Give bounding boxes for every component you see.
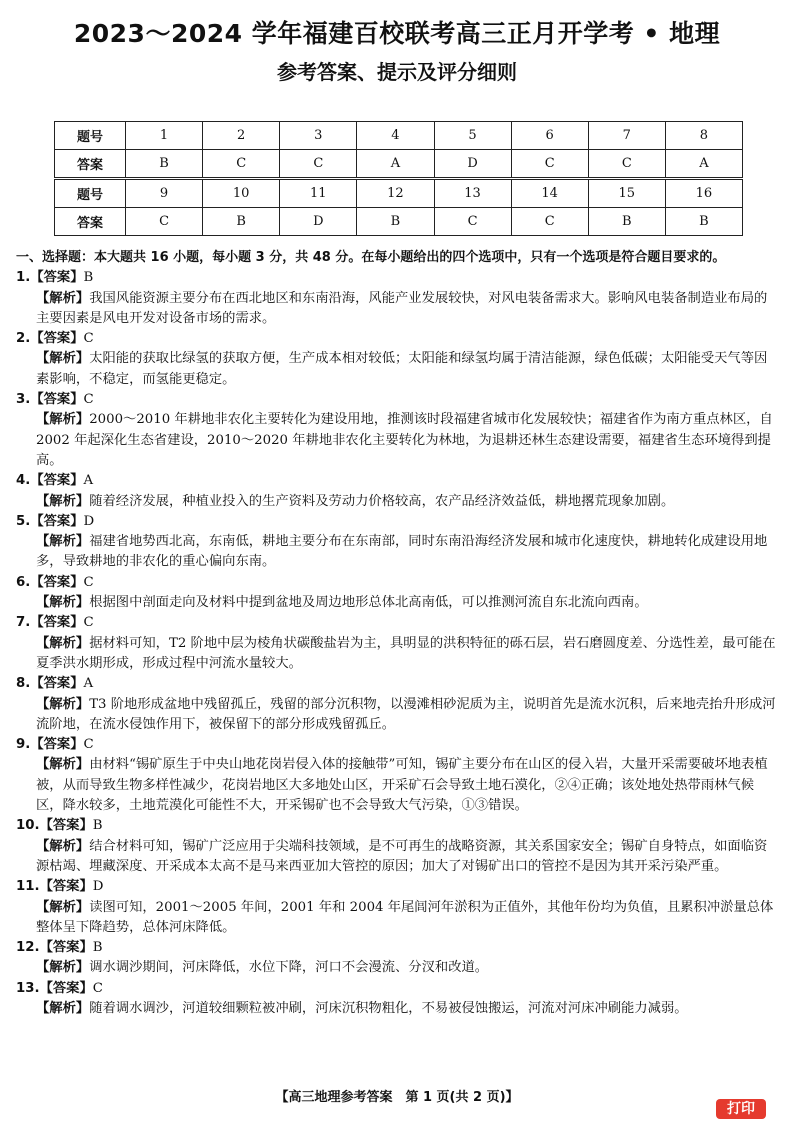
table-cell: 7 [588,122,665,150]
table-cell: 12 [357,179,434,208]
analysis-label: 【解析】 [36,838,90,854]
table-cell: C [511,208,588,236]
question-number: 2. [16,331,31,347]
table-row [55,208,743,236]
print-button[interactable]: 打印 [716,1099,766,1119]
analysis-label: 【解析】 [36,757,90,773]
question-number: 7. [16,615,31,631]
answer-label: 【答案】 [39,980,93,996]
table-cell: 5 [434,122,511,150]
answer-value: C [83,574,94,590]
table-cell: C [434,208,511,236]
answer-line [16,390,778,410]
item-list [16,268,778,1019]
question-number: 9. [16,737,31,753]
table-cell: 16 [665,179,742,208]
answer-line [16,512,778,532]
question-number: 10. [16,818,40,834]
analysis-label: 【解析】 [36,595,90,611]
table-cell: 9 [126,179,203,208]
analysis-label: 【解析】 [36,412,90,428]
analysis-text: 根据图中剖面走向及材料中提到盆地及周边地形总体北高南低，可以推测河流自东北流向西南。 [89,595,648,611]
question-number: 6. [16,574,31,590]
table-cell: 6 [511,122,588,150]
table-cell: 3 [280,122,357,150]
answer-line [16,674,778,694]
row-header: 题号 [55,179,126,208]
table-cell: C [126,208,203,236]
answer-value: B [92,818,103,834]
table-cell: 8 [665,122,742,150]
question-number: 4. [16,473,31,489]
analysis-label: 【解析】 [36,899,90,915]
analysis-label: 【解析】 [36,290,90,306]
table-cell: 2 [203,122,280,150]
question-number: 12. [16,940,40,956]
question-number: 5. [16,513,31,529]
table-cell: A [357,150,434,179]
answer-label: 【答案】 [30,473,84,489]
page-title: 2023～2024 学年福建百校联考高三正月开学考 • 地理 [73,19,721,48]
answer-label: 【答案】 [39,940,93,956]
analysis-label: 【解析】 [36,493,90,509]
answer-line [16,613,778,633]
answer-line [16,735,778,755]
analysis-paragraph [16,410,778,471]
table-row [55,122,743,150]
analysis-paragraph [16,289,778,330]
analysis-paragraph [16,593,778,613]
table-cell: C [511,150,588,179]
answer-line [16,268,778,288]
analysis-text: 据材料可知，T2 阶地中层为棱角状碳酸盐岩为主，具明显的洪积特征的砾石层，岩石磨圆度差、分选性差，最可能在夏季洪水期形成，形成过程中河流水量较大。 [36,635,776,671]
table-cell: C [203,150,280,179]
question-number: 8. [16,676,31,692]
answer-line [16,938,778,958]
answer-line [16,979,778,999]
analysis-paragraph [16,999,778,1019]
answer-value: C [83,615,94,631]
table-cell: B [357,208,434,236]
table-cell: 4 [357,122,434,150]
analysis-text: 读图可知，2001～2005 年间，2001 年和 2004 年尾闾河年淤积为正值外，其他年份均为负值，且累积冲淤量总体整体呈下降趋势，总体河床降低。 [36,899,774,935]
table-cell: 13 [434,179,511,208]
question-number: 1. [16,270,31,286]
table-cell: 15 [588,179,665,208]
answer-label: 【答案】 [30,331,84,347]
table-cell: 14 [511,179,588,208]
analysis-label: 【解析】 [36,1000,90,1016]
table-cell: C [280,150,357,179]
question-number: 13. [16,980,40,996]
question-number: 11. [16,879,40,895]
table-cell: A [665,150,742,179]
analysis-text: 2000～2010 年耕地非农化主要转化为建设用地，推测该时段福建省城市化发展较快；福建省作为南方重点林区，自 2002 年起深化生态省建设，2010～2020 年耕地非农化主要转化为林地，为退耕还林生态建设需要，福建省生态环境得到提高。 [36,412,773,468]
table-row [55,179,743,208]
analysis-label: 【解析】 [36,696,90,712]
answer-value: B [92,940,103,956]
answer-value: D [92,879,104,895]
table-cell: B [126,150,203,179]
answer-value: C [92,980,103,996]
table-cell: 10 [203,179,280,208]
answer-line [16,877,778,897]
analysis-paragraph [16,634,778,675]
table-cell: B [665,208,742,236]
row-header: 答案 [55,150,126,179]
analysis-label: 【解析】 [36,635,90,651]
analysis-text: 我国风能资源主要分布在西北地区和东南沿海，风能产业发展较快，对风电装备需求大。影响风电装备制造业布局的主要因素是风电开发对设备市场的需求。 [36,290,768,326]
answer-line [16,471,778,491]
answer-value: B [83,270,94,286]
table-cell: B [588,208,665,236]
table-row [55,150,743,179]
answer-line [16,329,778,349]
analysis-paragraph [16,898,778,939]
analysis-paragraph [16,532,778,573]
row-header: 题号 [55,122,126,150]
analysis-text: 随着调水调沙，河道较细颗粒被冲刷，河床沉积物粗化，不易被侵蚀搬运，河流对河床冲刷能力减弱。 [89,1000,688,1016]
analysis-label: 【解析】 [36,960,90,976]
question-number: 3. [16,392,31,408]
answer-label: 【答案】 [30,392,84,408]
answer-label: 【答案】 [30,574,84,590]
answer-value: C [83,331,94,347]
analysis-text: 福建省地势西北高，东南低，耕地主要分布在东南部，同时东南沿海经济发展和城市化速度快，耕地转化成建设用地多，导致耕地的非农化的重心偏向东南。 [36,534,768,570]
answer-label: 【答案】 [39,818,93,834]
analysis-paragraph [16,837,778,878]
answer-label: 【答案】 [30,676,84,692]
answer-value: D [83,513,95,529]
analysis-text: 由材料“锡矿原生于中央山地花岗岩侵入体的接触带”可知，锡矿主要分布在山区的侵入岩，大量开采需要破坏地表植被，从而导致生物多样性减少，花岗岩地区大多地处山区，开采矿石会导致土地石漠化，②④正确；该处地处热带雨林气候区，降水较多，土地荒漠化可能性不大，开采锡矿也不会导致大气污染，①③错误。 [36,757,768,814]
analysis-paragraph [16,958,778,978]
answer-line [16,573,778,593]
analysis-text: 调水调沙期间，河床降低，水位下降，河口不会漫流、分汊和改道。 [89,960,489,976]
analysis-text: 太阳能的获取比绿氢的获取方便，生产成本相对较低；太阳能和绿氢均属于清洁能源，绿色低碳；太阳能受天气等因素影响，不稳定，而氢能更稳定。 [36,351,768,387]
table-cell: 11 [280,179,357,208]
table-cell: D [280,208,357,236]
analysis-paragraph [16,695,778,736]
table-cell: 1 [126,122,203,150]
answer-table [54,121,743,236]
section-heading: 一、选择题：本大题共 16 小题，每小题 3 分，共 48 分。在每小题给出的四个选项中，只有一个选项是符合题目要求的。 [16,250,726,265]
analysis-paragraph [16,349,778,390]
analysis-label: 【解析】 [36,351,90,367]
answer-value: C [83,392,94,408]
answer-label: 【答案】 [30,513,84,529]
answer-label: 【答案】 [30,270,84,286]
answer-line [16,816,778,836]
analysis-text: T3 阶地形成盆地中残留孤丘，残留的部分沉积物，以漫滩相砂泥质为主，说明首先是流水沉积，后来地壳抬升形成河流阶地，在流水侵蚀作用下，被保留下的部分形成残留孤丘。 [36,696,776,732]
table-cell: B [203,208,280,236]
table-cell: C [588,150,665,179]
analysis-text: 结合材料可知，锡矿广泛应用于尖端科技领域，是不可再生的战略资源，其关系国家安全；锡矿自身特点，如面临资源枯竭、埋藏深度、开采成本太高不是马来西亚加大管控的原因；加大了对锡矿出口的管控不是因为其开采污染严重。 [36,838,768,874]
answer-explanations [16,248,778,1019]
row-header: 答案 [55,208,126,236]
table-cell: D [434,150,511,179]
answer-label: 【答案】 [39,879,93,895]
answer-label: 【答案】 [30,615,84,631]
analysis-text: 随着经济发展，种植业投入的生产资料及劳动力价格较高，农产品经济效益低，耕地撂荒现象加剧。 [89,493,675,509]
answer-label: 【答案】 [30,737,84,753]
answer-value: A [83,473,94,489]
answer-value: C [83,737,94,753]
page-footer: 【高三地理参考答案 第 1 页(共 2 页)】 [275,1090,519,1105]
page-subtitle: 参考答案、提示及评分细则 [277,60,517,84]
analysis-paragraph [16,492,778,512]
answer-value: A [83,676,94,692]
analysis-label: 【解析】 [36,534,90,550]
analysis-paragraph [16,755,778,816]
